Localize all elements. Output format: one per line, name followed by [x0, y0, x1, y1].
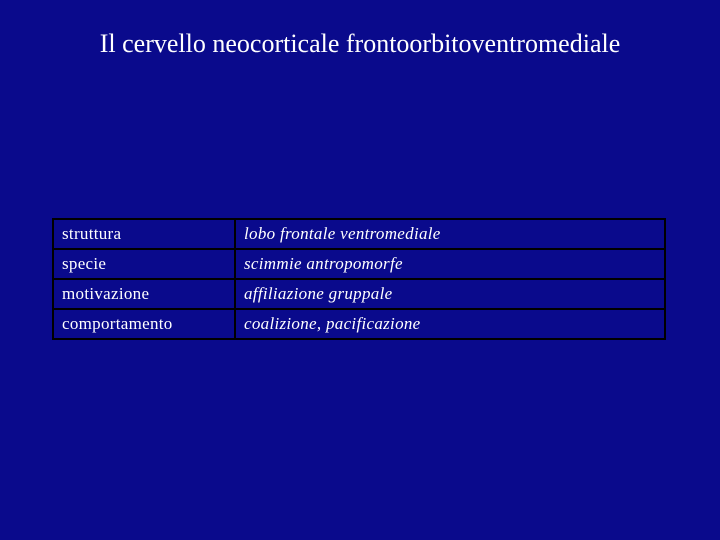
row-value: affiliazione gruppale	[235, 279, 665, 309]
row-key: struttura	[53, 219, 235, 249]
row-key: comportamento	[53, 309, 235, 339]
info-table	[52, 218, 666, 340]
table-row	[53, 279, 665, 309]
row-key: specie	[53, 249, 235, 279]
row-key: motivazione	[53, 279, 235, 309]
table-row	[53, 309, 665, 339]
row-value: scimmie antropomorfe	[235, 249, 665, 279]
slide-title: Il cervello neocorticale frontoorbitoventromediale	[99, 29, 621, 58]
row-value: coalizione, pacificazione	[235, 309, 665, 339]
table-row	[53, 249, 665, 279]
row-value: lobo frontale ventromediale	[235, 219, 665, 249]
table-row	[53, 219, 665, 249]
